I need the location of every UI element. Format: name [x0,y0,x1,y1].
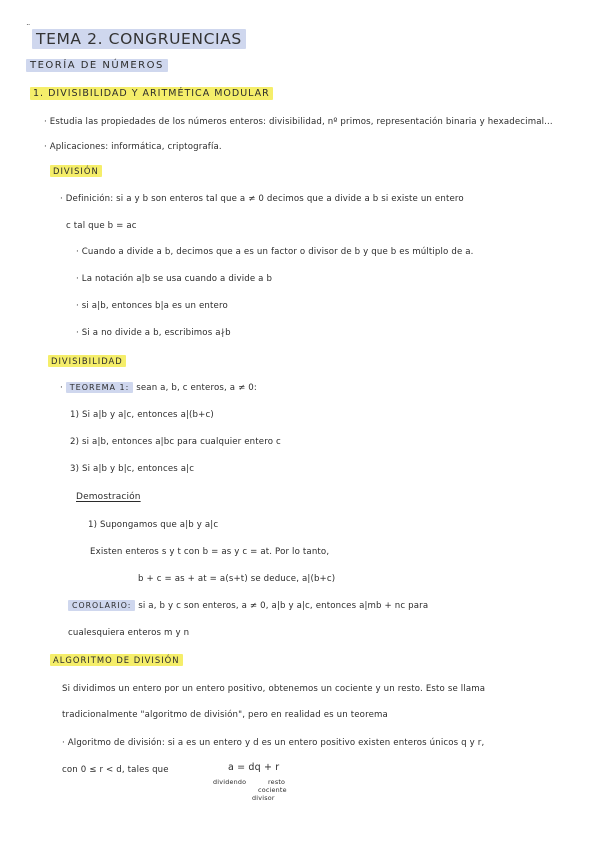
intro-line-1: · Estudia las propiedades de los números enteros: divisibilidad, nº primos, representación binaria y hexadecimal... [44,117,553,127]
theorem-label: TEOREMA 1: [66,382,134,393]
subtitle: TEORÍA DE NÚMEROS [26,60,168,71]
margin-mark: ¨ [26,24,31,34]
theorem-text: sean a, b, c enteros, a ≠ 0: [136,383,257,393]
proof-line-1: 1) Supongamos que a|b y a|c [88,520,219,530]
definition-item-2: · La notación a|b se usa cuando a divide a b [76,274,273,284]
annotation-remainder: resto [268,778,286,786]
definition-line-1: · Definición: si a y b son enteros tal que a ≠ 0 decimos que a divide a b si existe un entero [60,194,464,204]
division-formula: a = dq + r [228,762,280,773]
proof-line-2: Existen enteros s y t con b = as y c = at. Por lo tanto, [90,547,330,557]
algorithm-line-4: con 0 ≤ r < d, tales que [62,765,169,775]
annotation-quotient: cociente [258,786,287,794]
annotation-divisor: divisor [252,794,275,802]
corollary-text: si a, b y c son enteros, a ≠ 0, a|b y a|c, entonces a|mb + nc para [138,601,429,611]
section-heading-divisibility: 1. DIVISIBILIDAD Y ARITMÉTICA MODULAR [30,88,273,99]
definition-item-1: · Cuando a divide a b, decimos que a es un factor o divisor de b y que b es múltiplo de a. [76,247,474,257]
division-heading: DIVISIÓN [50,166,102,176]
algorithm-line-3: · Algoritmo de división: si a es un entero y d es un entero positivo existen enteros únicos q y r, [62,738,485,748]
corollary-line-2: cualesquiera enteros m y n [68,628,190,638]
proof-line-3: b + c = as + at = a(s+t) se deduce, a|(b+c) [138,574,336,584]
algorithm-line-1: Si dividimos un entero por un entero positivo, obtenemos un cociente y un resto. Esto se llama [62,684,486,694]
definition-line-2: c tal que b = ac [66,221,137,231]
corollary-line-1 [68,601,428,611]
corollary-label: COROLARIO: [68,600,135,611]
algorithm-heading: ALGORITMO DE DIVISIÓN [50,655,183,665]
definition-item-3: · si a|b, entonces b|a es un entero [76,301,228,311]
algorithm-line-2: tradicionalmente "algoritmo de división", pero en realidad es un teorema [62,710,388,720]
proof-label: Demostración [76,492,141,502]
theorem-item-1: 1) Si a|b y a|c, entonces a|(b+c) [70,410,214,420]
theorem-item-2: 2) si a|b, entonces a|bc para cualquier entero c [70,437,281,447]
definition-item-4: · Si a no divide a b, escribimos a∤b [76,328,231,338]
theorem-item-3: 3) Si a|b y b|c, entonces a|c [70,464,195,474]
page-title: TEMA 2. CONGRUENCIAS [32,30,246,48]
annotation-dividend: dividendo [213,778,247,786]
theorem-statement: · TEOREMA 1: sean a, b, c enteros, a ≠ 0: [60,383,257,393]
intro-line-2: · Aplicaciones: informática, criptografía. [44,142,222,152]
divisibility-heading: DIVISIBILIDAD [48,356,126,366]
